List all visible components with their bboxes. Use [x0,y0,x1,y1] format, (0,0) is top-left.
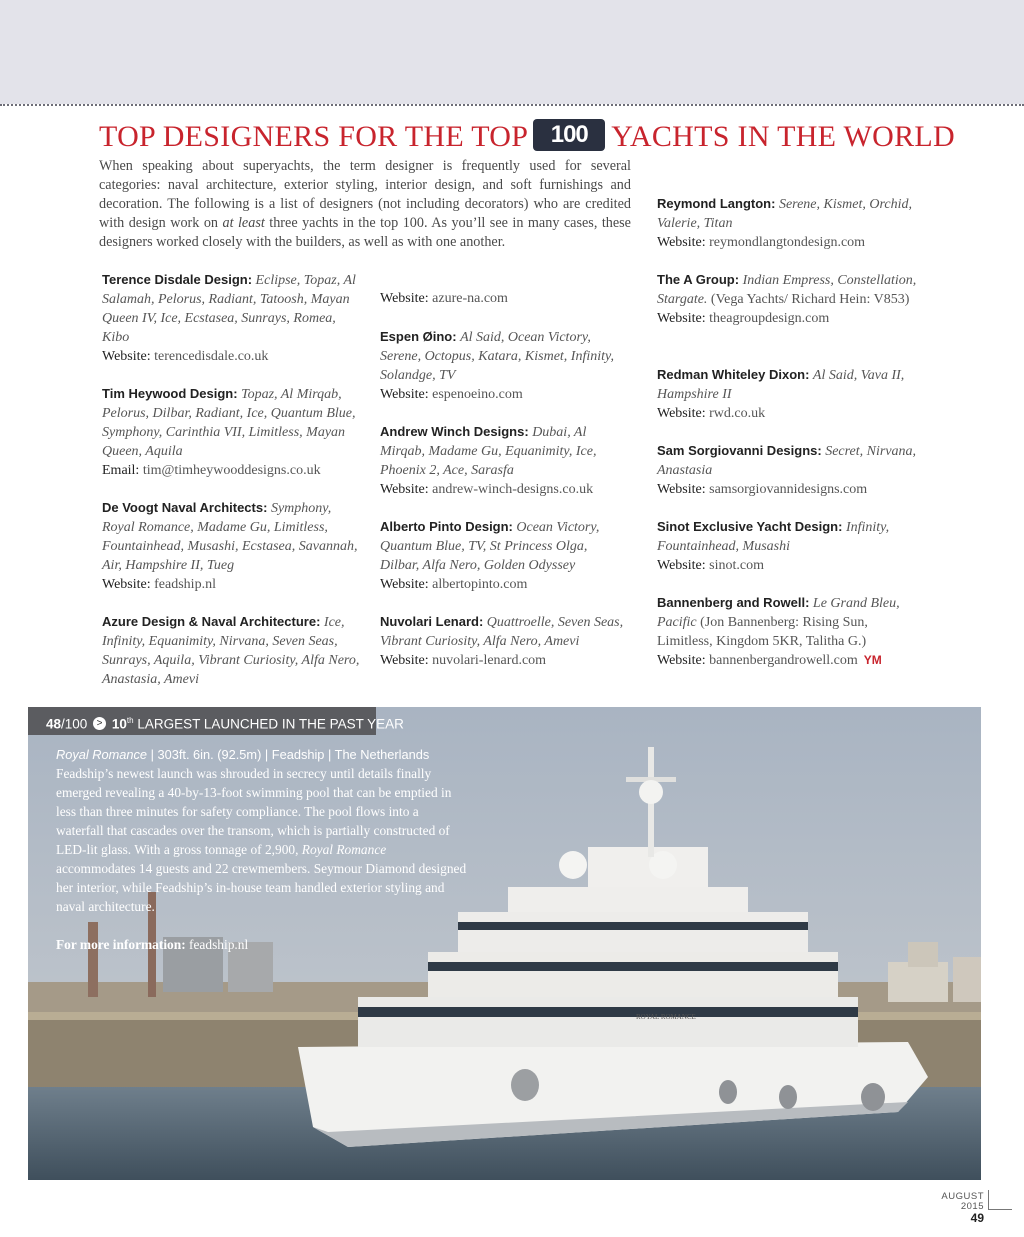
designer-name: Alberto Pinto Design: [380,519,513,534]
contact-label: Website: [657,235,706,250]
designer-entry [657,365,919,423]
contact-label: Website: [657,653,706,668]
designer-yachts: Indian Empress, Constellation, Stargate. [657,273,917,307]
contact-link[interactable]: reymondlangtondesign.com [709,235,866,250]
contact-label: Website: [380,482,429,497]
designer-name: Tim Heywood Design: [102,386,238,401]
designer-entry [102,612,360,689]
contact-link[interactable]: espenoeino.com [432,387,523,402]
designer-entry [657,194,919,252]
designer-entry [380,327,630,404]
designer-entry [380,422,630,499]
contact-label: Website: [380,291,429,306]
contact-link[interactable]: nuvolari-lenard.com [432,653,547,668]
designer-entry [657,593,919,670]
designer-yachts: Dubai, Al Mirqab, Madame Gu, Equanimity, Ice, Phoenix 2, Ace, Sarasfa [380,425,597,478]
designer-yachts: Quattroelle, Seven Seas, Vibrant Curiosity, Alfa Nero, Amevi [380,615,624,649]
designer-entry [102,270,360,366]
intro-paragraph: When speaking about superyachts, the term designer is frequently used for several categories: naval architecture, exterior styling, interior design, and soft furnishings and decoration. The following is a list of designers (not including decorators) who are credited with design work on at least three yachts in the top 100. As you’ll see in many cases, these designers worked closely with the builders, as well as with one another. [99,158,631,250]
contact-link[interactable]: samsorgiovannidesigns.com [709,482,868,497]
designer-name: Nuvolari Lenard: [380,614,484,629]
designer-entry [657,441,919,499]
contact-link[interactable]: tim@timheywooddesigns.co.uk [142,463,321,478]
magazine-end-logo: YM [863,653,882,667]
header-band [0,0,1024,104]
designer-name: De Voogt Naval Architects: [102,500,268,515]
designer-yachts: Topaz, Al Mirqab, Pelorus, Dilbar, Radiant, Ice, Quantum Blue, Symphony, Carinthia VII, Limitless, Mayan Queen, Aquila [102,387,356,459]
list-title: LARGEST LAUNCHED IN THE PAST YEAR [137,716,404,732]
contact-label: Website: [380,577,429,592]
contact-label: Website: [102,349,151,364]
page-title [99,118,956,160]
designer-entry [380,612,630,670]
title-prefix: TOP DESIGNERS FOR THE TOP [99,120,529,154]
contact-link[interactable]: feadship.nl [154,577,216,592]
feature-body: Feadship’s newest launch was shrouded in secrecy until details finally emerged revealing a 40-by-13-foot swimming pool that can be emptied in less than three minutes for safety compliance. The pool flows into a waterfall that cascades over the transom, which is partially constructed of LED-lit glass. With a gross tonnage of 2,900, Royal Romance accommodates 14 guests and 22 crewmembers. Seymour Diamond designed her interior, while Feadship’s in-house team handled exterior styling and naval architecture. [56,766,467,914]
page-number: 49 [970,1211,984,1225]
list-rank: 10 [111,716,127,732]
designer-name: Sam Sorgiovanni Designs: [657,443,822,458]
feature-rank-bar [28,707,404,735]
contact-label: Website: [380,387,429,402]
designer-yachts: Symphony, Royal Romance, Madame Gu, Limitless, Fountainhead, Musashi, Ecstasea, Savannah, Air, Hampshire II, Tueg [102,501,358,573]
designer-note: (Jon Bannenberg: Rising Sun, Limitless, Kingdom 5KR, Talitha G.) [657,615,868,649]
designer-entry [657,270,919,328]
issue-date: AUGUST 2015 [941,1191,984,1212]
designer-name: Espen Øino: [380,329,457,344]
designer-name: Andrew Winch Designs: [380,424,529,439]
designer-entry [657,517,919,575]
designer-yachts: Le Grand Bleu, Pacific [657,596,900,630]
designer-yachts: Eclipse, Topaz, Al Salamah, Pelorus, Radiant, Tatoosh, Mayan Queen IV, Ice, Ecstasea, Sunrays, Romea, Kibo [102,273,356,345]
chevron-right-icon: > [93,717,106,730]
contact-link[interactable]: rwd.co.uk [709,406,766,421]
contact-label: Website: [380,653,429,668]
designer-name: Azure Design & Naval Architecture: [102,614,321,629]
designer-name: Redman Whiteley Dixon: [657,367,810,382]
contact-link[interactable]: terencedisdale.co.uk [154,349,269,364]
contact-link[interactable]: theagroupdesign.com [709,311,830,326]
hull-name-text: ROYAL ROMANCE [636,1013,696,1021]
more-info [56,935,468,954]
more-info-label: For more information: [56,937,186,952]
designer-entry [380,517,630,594]
contact-label: Website: [657,482,706,497]
designer-entry [102,384,360,480]
title-suffix: YACHTS IN THE WORLD [611,120,956,154]
contact-link[interactable]: bannenbergandrowell.com [709,653,858,668]
designer-name: Reymond Langton: [657,196,776,211]
designer-yachts: Ocean Victory, Quantum Blue, TV, St Princess Olga, Dilbar, Alfa Nero, Golden Odyssey [380,520,600,573]
top-100-badge: 100 [533,119,605,151]
contact-label: Website: [102,577,151,592]
designer-name: Terence Disdale Design: [102,272,253,287]
designer-entry [102,498,360,594]
contact-label: Website: [657,406,706,421]
designer-yachts: Infinity, Fountainhead, Musashi [657,520,890,554]
dotted-divider [0,104,1024,106]
yacht-name: Royal Romance [56,747,148,762]
designer-name: The A Group: [657,272,740,287]
contact-label: Website: [657,558,706,573]
more-info-link[interactable]: feadship.nl [189,937,249,952]
contact-link[interactable]: andrew-winch-designs.co.uk [432,482,594,497]
contact-link[interactable]: sinot.com [709,558,764,573]
designer-note: (Vega Yachts/ Richard Hein: V853) [710,292,910,307]
rank-number: 48 [46,716,62,732]
designer-yachts: Ice, Infinity, Equanimity, Nirvana, Seven Seas, Sunrays, Aquila, Vibrant Curiosity, Alfa Nero, Anastasia, Amevi [102,615,360,687]
designer-name: Bannenberg and Rowell: [657,595,810,610]
designer-yachts: Al Said, Vava II, Hampshire II [657,368,905,402]
list-rank-suffix: th [126,716,134,725]
contact-link[interactable]: albertopinto.com [432,577,528,592]
contact-link[interactable]: azure-na.com [432,291,508,306]
designer-name: Sinot Exclusive Yacht Design: [657,519,843,534]
feature-caption [56,745,468,954]
designer-yachts: Secret, Nirvana, Anastasia [657,444,917,478]
yacht-specs: Royal Romance | 303ft. 6in. (92.5m) | Feadship | The Netherlands [56,747,430,762]
rank-total: /100 [61,716,88,732]
designer-yachts: Serene, Kismet, Orchid, Valerie, Titan [657,197,913,231]
footer-corner-rule [988,1190,1012,1210]
designer-entry-continued [380,289,630,308]
designer-yachts: Al Said, Ocean Victory, Serene, Octopus, Katara, Kismet, Infinity, Solandge, TV [380,330,614,383]
contact-label: Email: [102,463,140,478]
contact-label: Website: [657,311,706,326]
